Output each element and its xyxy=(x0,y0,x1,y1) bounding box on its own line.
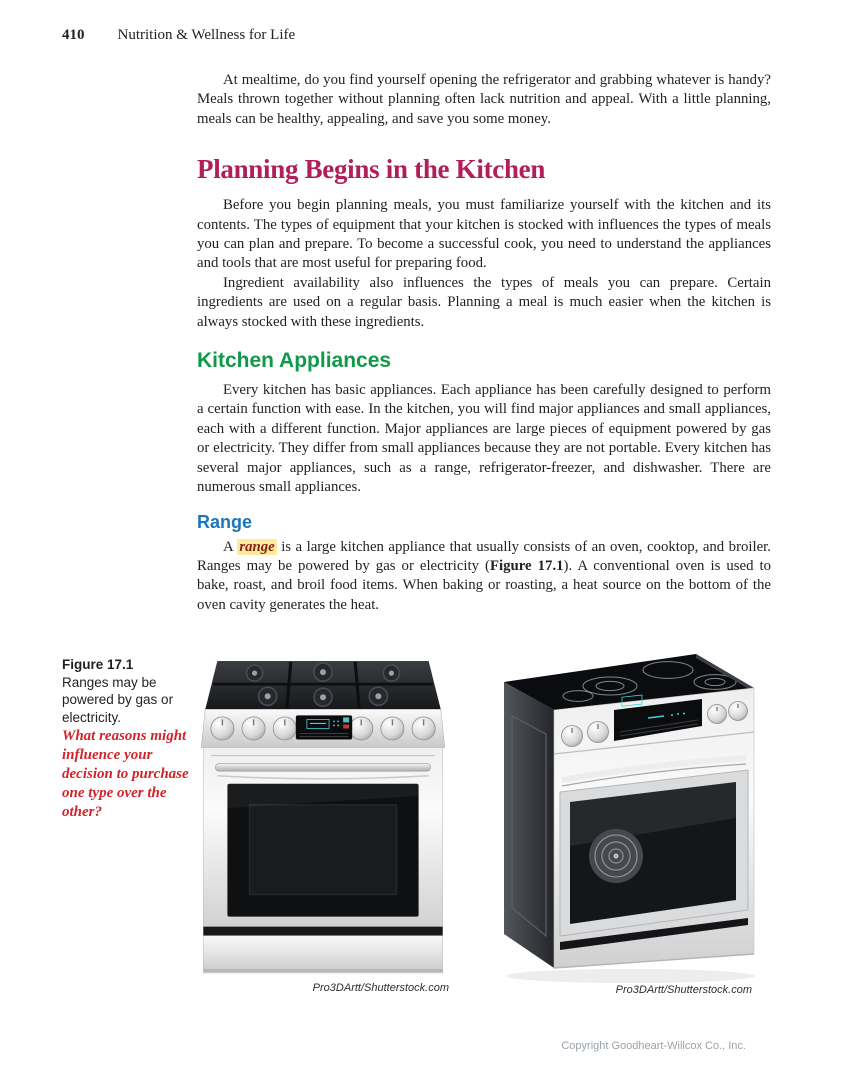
planning-paragraph-1: Before you begin planning meals, you must familiarize yourself with the kitchen and its contents. The types of equipment that your kitchen is stocked with influences the types of meals you can plan and prepare. To become a successful cook, you need to understand the appliances and tools that are most useful for preparing food. xyxy=(197,197,771,272)
main-text-column xyxy=(197,71,771,615)
subsection-heading-range: Range xyxy=(197,511,253,532)
book-title: Nutrition & Wellness for Life xyxy=(117,27,296,43)
key-term-range: range xyxy=(239,538,275,555)
figure-label: Figure 17.1 xyxy=(62,657,134,672)
range-paragraph xyxy=(197,538,771,616)
gas-range-image xyxy=(197,653,449,979)
intro-paragraph: At mealtime, do you find yourself opening the refrigerator and grabbing whatever is handy? Meals thrown together without planning often lack nutrition and appeal. With a little planning, meals can be healthy, appealing, and save you some money. xyxy=(197,72,771,127)
range-paragraph-end: ). A conventional oven is used to bake, roast, and broil food items. When baking or roasting, a heat source on the bottom of the oven cavity generates the heat. xyxy=(197,557,771,613)
figure-reference: Figure 17.1 xyxy=(489,557,564,574)
section-heading-planning: Planning Begins in the Kitchen xyxy=(197,154,546,185)
range-paragraph-lead: A xyxy=(223,538,238,555)
running-head xyxy=(62,27,295,44)
planning-paragraph-2: Ingredient availability also influences the types of meals you can prepare. Certain ingredients are used on a regular basis. Planning a meal is much easier when the kitchen is always stocked with these ingredients. xyxy=(197,274,771,330)
figure-caption-text: Ranges may be powered by gas or electricity. xyxy=(62,674,174,725)
electric-range-illustration xyxy=(462,646,758,986)
copyright-footer: Copyright Goodheart-Willcox Co., Inc. xyxy=(561,1040,746,1052)
range-paragraph-mid: is a large kitchen appliance that usually consists of an oven, cooktop, and broiler. Ranges may be powered by gas or electricity ( xyxy=(197,538,771,574)
subsection-heading-kitchen-appliances: Kitchen Appliances xyxy=(197,349,392,373)
gas-range-illustration xyxy=(197,653,449,979)
figure-caption-block xyxy=(62,656,194,822)
electric-range-image xyxy=(462,646,758,986)
photo-credit-left: Pro3DArtt/Shutterstock.com xyxy=(312,982,449,994)
appliances-paragraph: Every kitchen has basic appliances. Each appliance has been carefully designed to perform a certain function with ease. In the kitchen, you will find major appliances and small appliances, each with a different function. Major appliances are large pieces of equipment powered by gas or electricity. They differ from small appliances because they are not portable. Every kitchen has several major appliances, such as a range, refrigerator-freezer, and dishwasher. There are numerous small appliances. xyxy=(197,382,771,496)
figure-discussion-question: What reasons might influence your decision to purchase one type over the other? xyxy=(62,728,189,820)
page-number: 410 xyxy=(62,27,85,43)
photo-credit-right: Pro3DArtt/Shutterstock.com xyxy=(615,984,752,996)
